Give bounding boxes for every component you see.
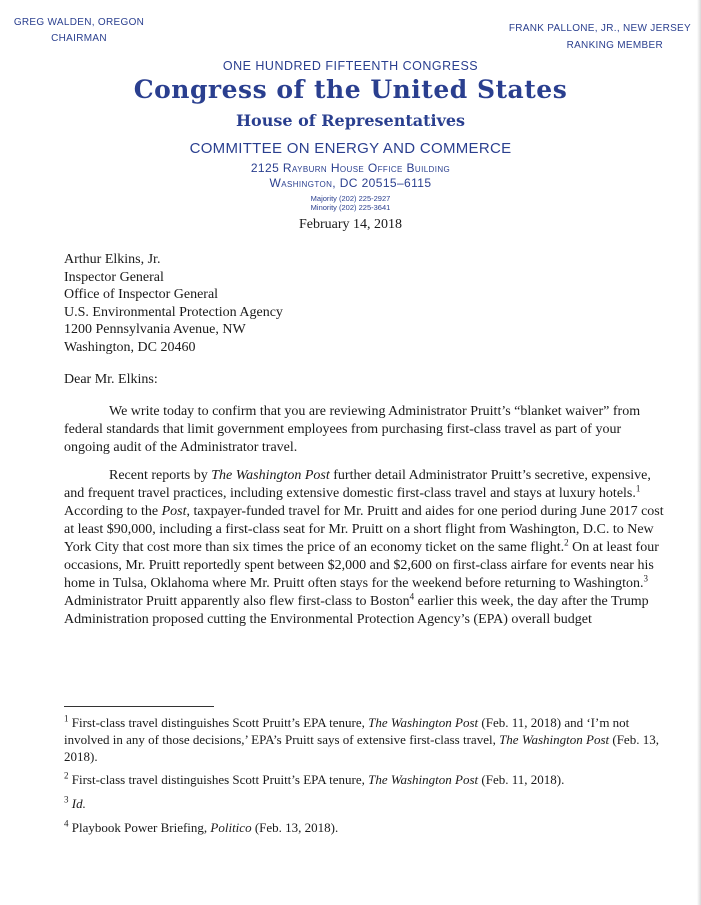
footnote-number: 2	[64, 770, 69, 781]
addressee-line: Inspector General	[64, 269, 164, 285]
footnote-text: (Feb. 11, 2018).	[478, 772, 565, 787]
footnote-publication: The Washington Post	[368, 772, 479, 787]
letter-date: February 14, 2018	[298, 217, 403, 232]
addressee-line: Washington, DC 20460	[64, 339, 196, 355]
congress-title: Congress of the United States	[133, 75, 568, 104]
footnote-number: 4	[64, 818, 69, 829]
footnote-publication: Politico	[210, 820, 252, 835]
footnote-number: 1	[64, 713, 69, 724]
p2-text: On at least four occasions, Mr. Pruitt reportedly spent between $2,000 and $2,600 on first-class airfare for events near his home in Tulsa, Oklahoma where Mr. Pruitt often stays for the weekend before returning to Washington.	[64, 540, 659, 591]
office-city: Washington, DC 20515–6115	[269, 176, 432, 190]
footnote-4	[64, 819, 664, 836]
p2-text: , taxpayer-funded travel for Mr. Pruitt and aides for one period during June 2017 cost at least $90,000, including a first-class seat for Mr. Pruitt on a short flight from Washington, D.C. to New York City that cost more than six times the price of an economy ticket on the same flight.	[64, 504, 664, 555]
footnote-ref: 4	[409, 591, 415, 602]
footnote-ref: 2	[564, 537, 569, 548]
chairman-title: CHAIRMAN	[51, 33, 107, 44]
chairman-block	[9, 15, 149, 47]
p2-text: According to the	[64, 504, 162, 519]
addressee-block	[64, 251, 664, 356]
footnote-text: Playbook Power Briefing,	[68, 820, 211, 835]
majority-phone: Majority (202) 225-2927	[310, 194, 391, 203]
footnote-ref: 1	[635, 483, 641, 494]
footnote-text: First-class travel distinguishes Scott Pruitt’s EPA tenure,	[68, 772, 369, 787]
committee-name: COMMITTEE ON ENERGY AND COMMERCE	[189, 140, 512, 157]
footnote-text: (Feb. 13, 2018).	[64, 732, 659, 764]
office-address: 2125 Rayburn House Office Building	[250, 161, 451, 175]
addressee-line: Arthur Elkins, Jr.	[64, 252, 161, 267]
footnote-text: Id.	[68, 796, 86, 811]
paragraph-2	[64, 467, 664, 629]
addressee-line: U.S. Environmental Protection Agency	[64, 304, 283, 320]
footnote-publication: The Washington Post	[368, 715, 479, 730]
footnote-text: First-class travel distinguishes Scott Pruitt’s EPA tenure,	[68, 715, 369, 730]
p2-text: Administrator Pruitt apparently also flew first-class to Boston	[64, 594, 410, 609]
p2-text: further detail Administrator Pruitt’s secretive, expensive, and frequent travel practices, including extensive domestic first-class travel and stays at luxury hotels.	[64, 468, 651, 501]
p2-publication: Post	[161, 504, 187, 519]
congress-number: ONE HUNDRED FIFTEENTH CONGRESS	[222, 59, 479, 73]
footnote-1	[64, 714, 664, 765]
footnote-2	[64, 771, 664, 788]
footnote-divider	[64, 706, 214, 707]
addressee-line: Office of Inspector General	[64, 287, 219, 302]
ranking-member-block	[471, 20, 691, 54]
p2-publication: The Washington Post	[211, 468, 330, 483]
paragraph-1: We write today to confirm that you are reviewing Administrator Pruitt’s “blanket waiver” from federal standards that limit government employees from purchasing first-class travel as part of your ongoing audit of the Administrator travel.	[64, 404, 641, 455]
footnote-number: 3	[64, 794, 69, 805]
minority-phone: Minority (202) 225-3641	[310, 203, 391, 212]
footnote-3	[64, 795, 664, 812]
ranking-member-title: RANKING MEMBER	[566, 40, 663, 51]
footnote-text: (Feb. 13, 2018).	[251, 820, 339, 835]
chairman-name: GREG WALDEN, OREGON	[13, 17, 145, 28]
footnote-ref: 3	[643, 573, 649, 584]
footnote-text: (Feb. 11, 2018) and ‘I’m not involved in any of those decisions,’ EPA’s Pruitt says of extensive first-class travel,	[64, 715, 630, 747]
p2-text: Recent reports by	[109, 468, 212, 483]
addressee-line: 1200 Pennsylvania Avenue, NW	[64, 322, 246, 337]
house-title: House of Representatives	[235, 111, 466, 130]
ranking-member-name: FRANK PALLONE, JR., NEW JERSEY	[508, 23, 691, 34]
footnote-publication: The Washington Post	[499, 732, 610, 747]
salutation: Dear Mr. Elkins:	[64, 372, 158, 387]
p2-text: earlier this week, the day after the Trump Administration proposed cutting the Environmental Protection Agency’s (EPA) overall budget	[64, 594, 649, 627]
page-edge-shadow	[697, 0, 701, 905]
